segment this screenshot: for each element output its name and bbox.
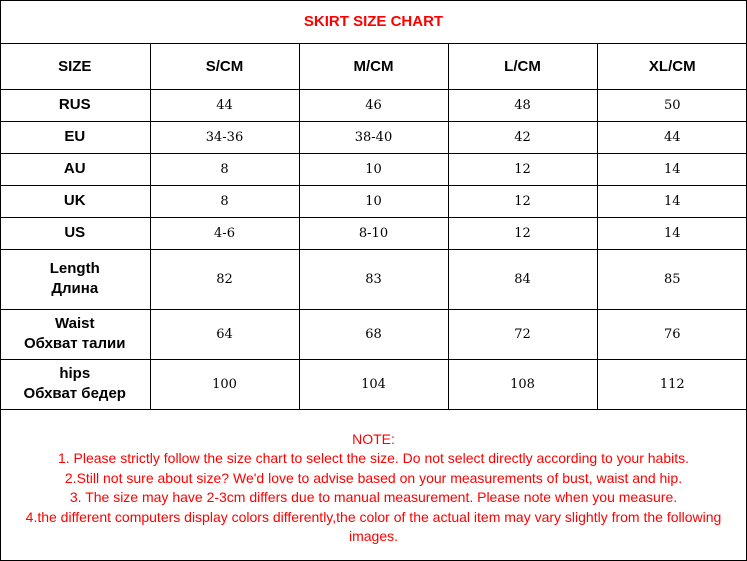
- cell-value: 14: [597, 153, 747, 185]
- row-label-au: AU: [0, 153, 150, 185]
- table-row: [0, 121, 747, 153]
- row-label-uk: UK: [0, 185, 150, 217]
- row-label-line: Обхват талии: [24, 335, 126, 352]
- cell-value: 44: [150, 89, 299, 121]
- row-label-rus: RUS: [0, 89, 150, 121]
- page-title: SKIRT SIZE CHART: [0, 0, 747, 44]
- cell-value: 48: [448, 89, 597, 121]
- header-size: SIZE: [0, 44, 150, 89]
- cell-value: 104: [299, 359, 448, 409]
- cell-value: 46: [299, 89, 448, 121]
- note-line-1: 1. Please strictly follow the size chart to select the size. Do not select directly according to your habits.: [57, 450, 690, 467]
- cell-value: 8: [150, 153, 299, 185]
- cell-value: 12: [448, 153, 597, 185]
- cell-value: 8: [150, 185, 299, 217]
- cell-value: 112: [597, 359, 747, 409]
- row-label-hips: [0, 359, 150, 409]
- cell-value: 34-36: [150, 121, 299, 153]
- cell-value: 72: [448, 309, 597, 359]
- table-row: [0, 153, 747, 185]
- row-label-length: [0, 249, 150, 309]
- cell-value: 10: [299, 153, 448, 185]
- table-header-row: [0, 44, 747, 89]
- cell-value: 85: [597, 249, 747, 309]
- row-label-line: hips: [59, 365, 91, 382]
- row-label-us: US: [0, 217, 150, 249]
- table-row: [0, 89, 747, 121]
- header-m: M/CM: [299, 44, 448, 89]
- row-label-eu: EU: [0, 121, 150, 153]
- cell-value: 76: [597, 309, 747, 359]
- cell-value: 44: [597, 121, 747, 153]
- cell-value: 82: [150, 249, 299, 309]
- cell-value: 14: [597, 185, 747, 217]
- table-row: [0, 359, 747, 409]
- cell-value: 12: [448, 217, 597, 249]
- table-row: [0, 309, 747, 359]
- note-line-2: 2.Still not sure about size? We'd love to advise based on your measurements of bust, waist and hip.: [64, 469, 683, 486]
- cell-value: 8-10: [299, 217, 448, 249]
- cell-value: 42: [448, 121, 597, 153]
- table-row: [0, 249, 747, 309]
- row-label-line: Length: [49, 260, 100, 277]
- table-row: [0, 217, 747, 249]
- row-label-line: Длина: [51, 280, 99, 297]
- cell-value: 108: [448, 359, 597, 409]
- cell-value: 100: [150, 359, 299, 409]
- note-line-3: 3. The size may have 2-3cm differs due to manual measurement. Please note when you measure.: [69, 489, 678, 506]
- table-row: [0, 185, 747, 217]
- cell-value: 14: [597, 217, 747, 249]
- cell-value: 10: [299, 185, 448, 217]
- cell-value: 68: [299, 309, 448, 359]
- notes-heading: NOTE:: [352, 431, 395, 447]
- cell-value: 38-40: [299, 121, 448, 153]
- header-s: S/CM: [150, 44, 299, 89]
- row-label-line: Waist: [55, 315, 95, 332]
- cell-value: 4-6: [150, 217, 299, 249]
- header-l: L/CM: [448, 44, 597, 89]
- row-label-waist: [0, 309, 150, 359]
- row-label-line: Обхват бедер: [23, 385, 126, 402]
- cell-value: 84: [448, 249, 597, 309]
- cell-value: 83: [299, 249, 448, 309]
- header-xl: XL/CM: [597, 44, 747, 89]
- note-line-4: 4.the different computers display colors differently,the color of the actual item may vary slightly from the following images.: [25, 508, 722, 545]
- cell-value: 64: [150, 309, 299, 359]
- cell-value: 50: [597, 89, 747, 121]
- size-table: [0, 44, 747, 410]
- notes-section: [0, 409, 747, 561]
- cell-value: 12: [448, 185, 597, 217]
